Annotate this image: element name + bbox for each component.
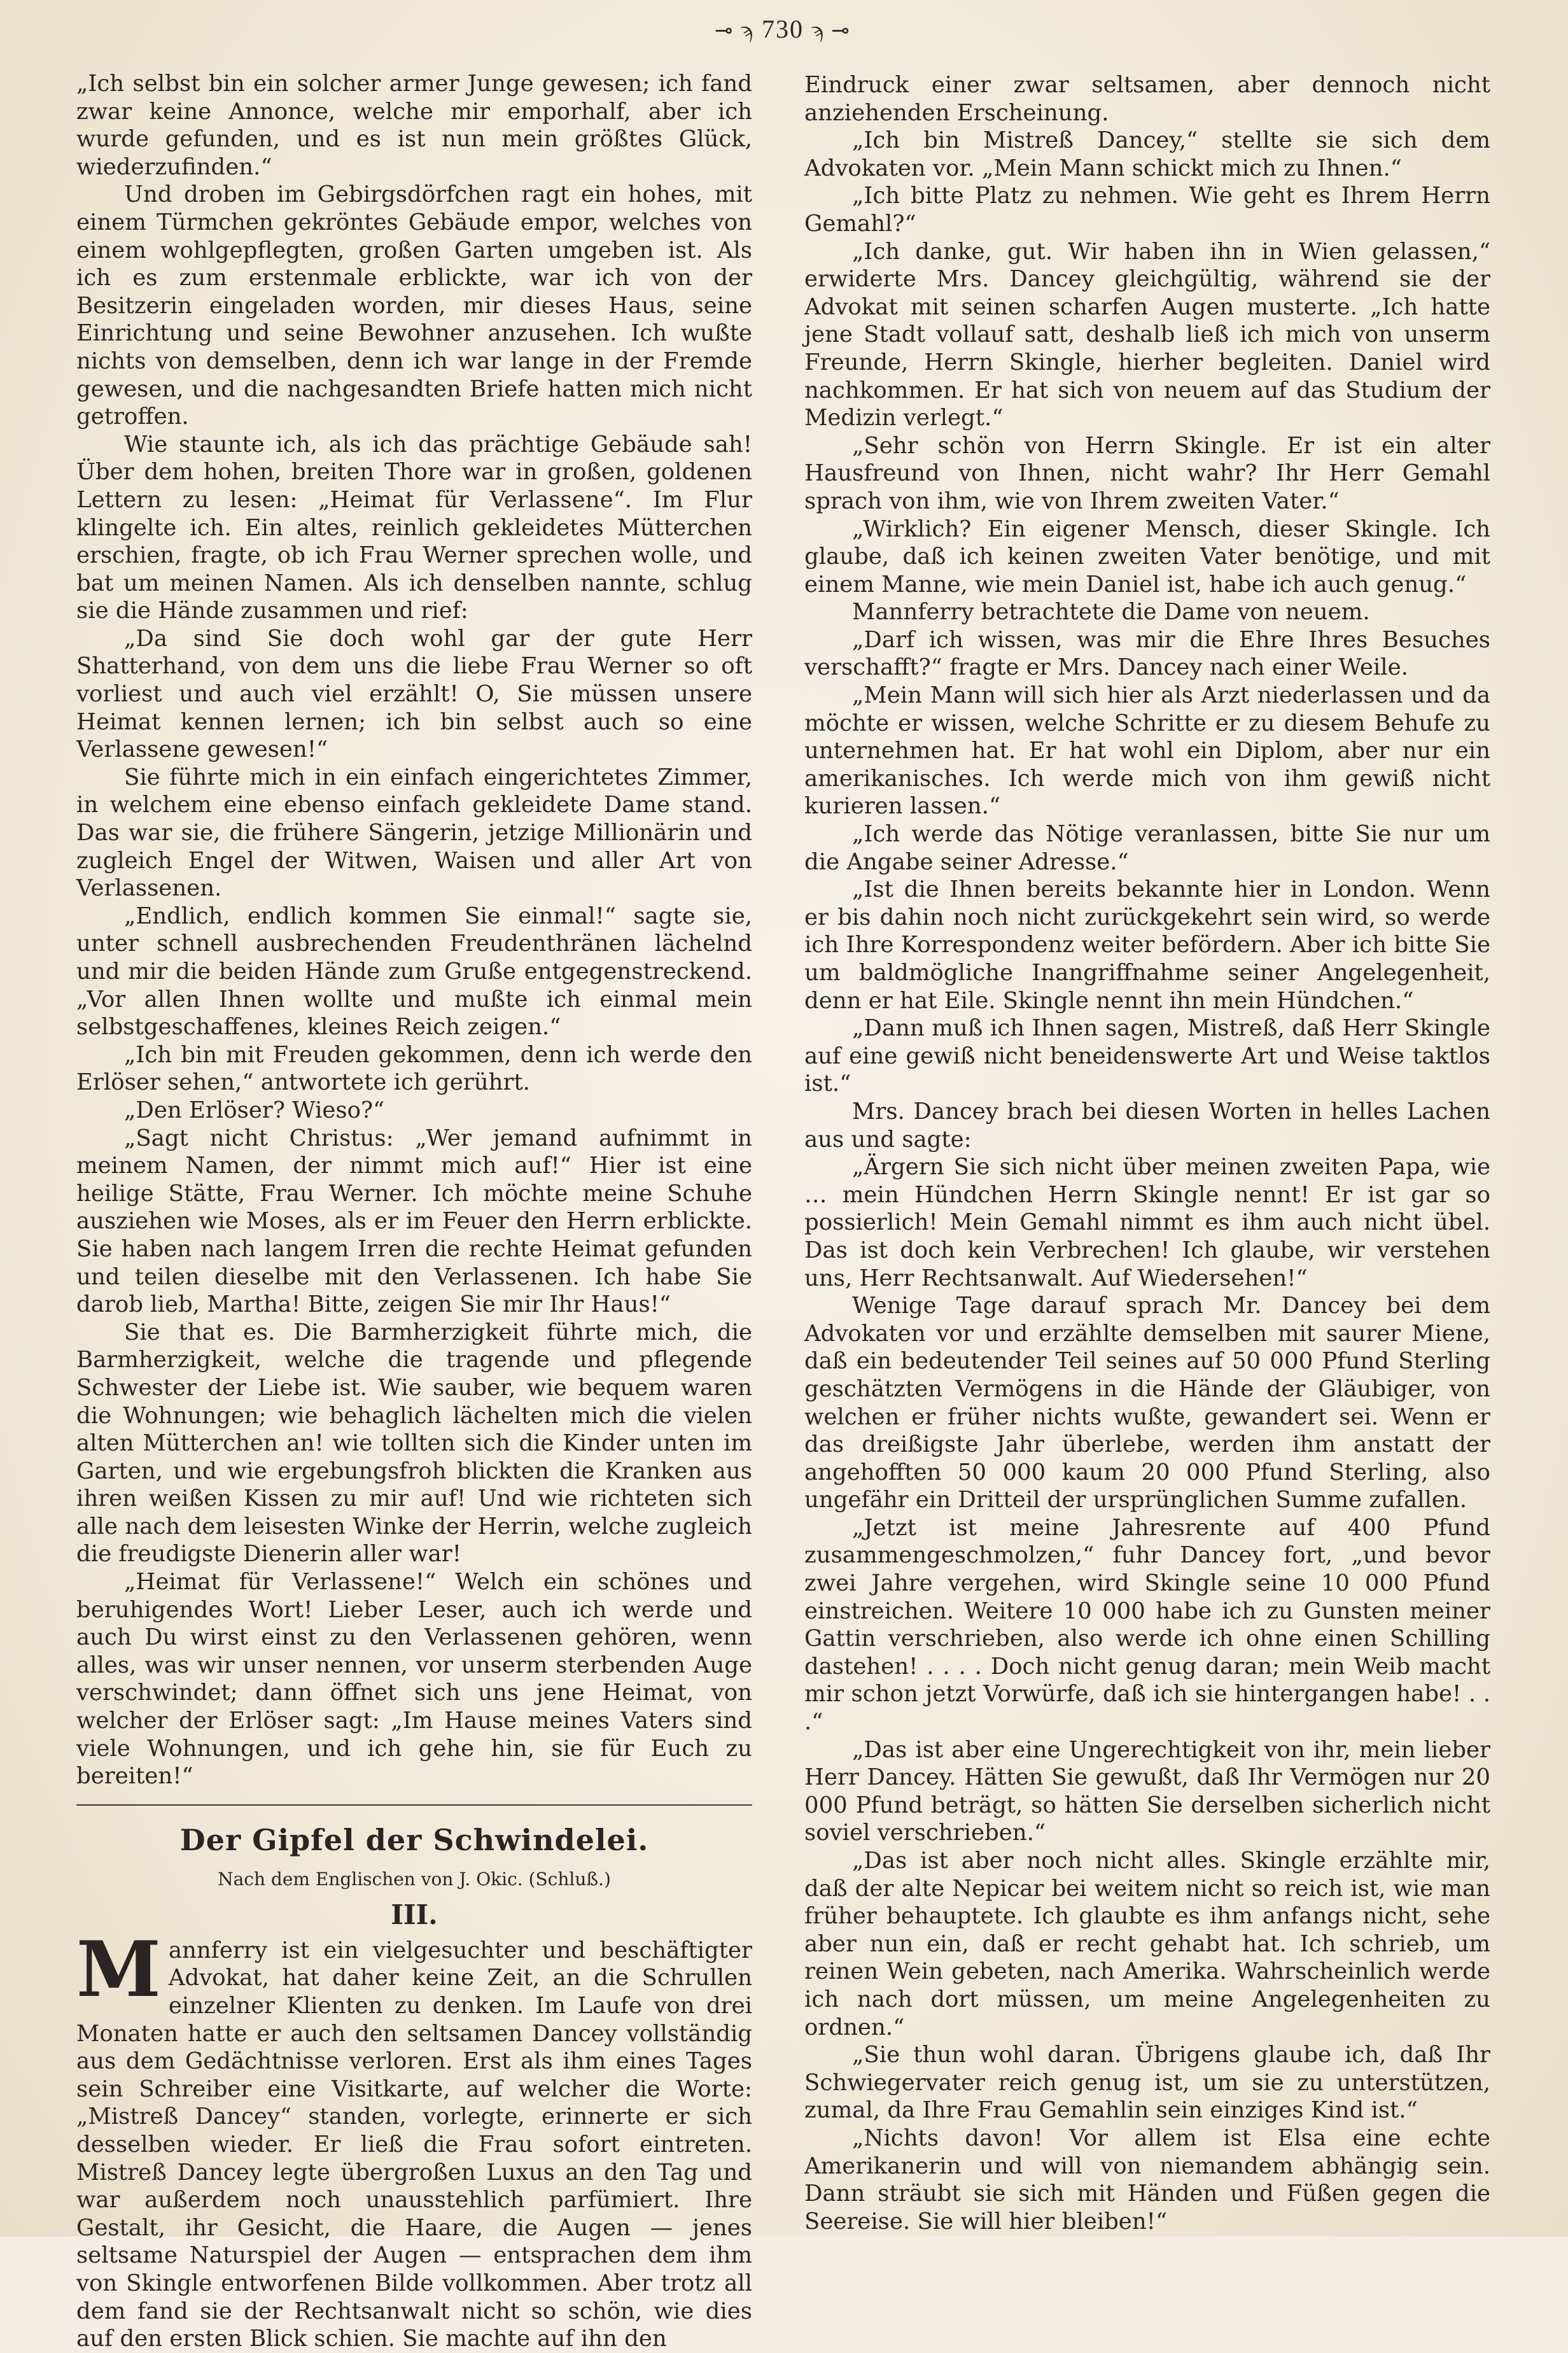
article-subtitle: Nach dem Englischen von J. Okic. (Schluß.)	[218, 1868, 611, 1890]
left-column-paragraphs	[76, 70, 752, 1790]
paragraph: „Sie thun wohl daran. Übrigens glaube ich, daß Ihr Schwiegervater reich genug ist, um sie zu unterstützen, zumal, da Ihre Frau Gemahlin sein einziges Kind ist.“	[804, 2042, 1490, 2124]
paragraph: „Nichts davon! Vor allem ist Elsa eine echte Amerikanerin und will von niemandem abhängig sein. Dann sträubt sie sich mit Händen und Füßen gegen die Seereise. Sie will hier bleiben!“	[804, 2125, 1490, 2235]
paragraph: „Ich bin Mistreß Dancey,“ stellte sie sich dem Advokaten vor. „Mein Mann schickt mich zu Ihnen.“	[804, 127, 1490, 181]
right-ornament-icon: ϡ ⊸	[811, 19, 851, 43]
paragraph: „Ich bitte Platz zu nehmen. Wie geht es Ihrem Herrn Gemahl?“	[804, 183, 1490, 237]
paragraph: „Ich danke, gut. Wir haben ihn in Wien gelassen,“ erwiderte Mrs. Dancey gleichgültig, während sie der Advokat mit seinen scharfen Augen musterte. „Ich hatte jene Stadt vollauf satt, deshalb ließ ich mich von unserm Freunde, Herrn Skingle, hierher begleiten. Daniel wird nachkommen. Er hat sich von neuem auf das Studium der Medizin verlegt.“	[804, 238, 1490, 432]
article-first-paragraph	[76, 1924, 752, 2353]
paragraph: „Sagt nicht Christus: „Wer jemand aufnimmt in meinem Namen, der nimmt mich auf!“ Hier ist eine heilige Stätte, Frau Werner. Ich möchte meine Schuhe ausziehen wie Moses, als er im Feuer den Herrn erblickte. Sie haben nach langem Irren die rechte Heimat gefunden und teilen dieselbe mit den Verlassenen. Ich habe Sie darob lieb, Martha! Bitte, zeigen Sie mir Ihr Haus!“	[76, 1125, 752, 1318]
paragraph: „Sehr schön von Herrn Skingle. Er ist ein alter Hausfreund von Ihnen, nicht wahr? Ihr Herr Gemahl sprach von ihm, wie von Ihrem zweiten Vater.“	[804, 432, 1490, 514]
paragraph: „Dann muß ich Ihnen sagen, Mistreß, daß Herr Skingle auf eine gewiß nicht beneidenswerte Art und Weise taktlos ist.“	[804, 1015, 1490, 1097]
paragraph: Mannferry betrachtete die Dame von neuem.	[852, 599, 1370, 626]
right-column-paragraphs	[804, 71, 1490, 2235]
paragraph: „Wirklich? Ein eigener Mensch, dieser Skingle. Ich glaube, daß ich keinen zweiten Vater benötige, und mit einem Manne, wie mein Daniel ist, habe ich auch genug.“	[804, 516, 1490, 598]
paragraph: Wenige Tage darauf sprach Mr. Dancey bei dem Advokaten vor und erzählte demselben mit saurer Miene, daß ein bedeutender Teil seines auf 50 000 Pfund Sterling geschätzten Vermögens in die Hände der Gläubiger, von welchen er früher nichts wußte, gewandert sei. Wenn er das dreißigste Jahr überlebe, werden ihm anstatt der angehofften 50 000 kaum 20 000 Pfund Sterling, also ungefähr ein Dritteil der ursprünglichen Summe zufallen.	[804, 1293, 1490, 1514]
article-first-paragraph-text: annferry ist ein vielgesuchter und beschäftigter Advokat, hat daher keine Zeit, an die Schrullen einzelner Klienten zu denken. Im Laufe von drei Monaten hatte er auch den seltsamen Dancey vollständig aus dem Gedächtnisse verloren. Erst als ihm eines Tages sein Schreiber eine Visitkarte, auf welcher die Worte: „Mistreß Dancey“ standen, vorlegte, erinnerte er sich desselben wieder. Er ließ die Frau sofort eintreten. Mistreß Dancey legte übergroßen Luxus an den Tag und war außerdem noch unausstehlich parfümiert. Ihre Gestalt, ihr Gesicht, die Haare, die Augen — jenes seltsame Naturspiel der Augen — entsprachen dem ihm von Skingle entworfenen Bilde vollkommen. Aber trotz all dem fand sie der Rechtsanwalt nicht so schön, wie dies auf den ersten Blick schien. Sie machte auf ihn den	[76, 1937, 752, 2352]
article-section-number: III.	[391, 1899, 438, 1930]
drop-cap: M	[76, 1924, 161, 2014]
page-header	[687, 14, 878, 44]
paragraph: „Das ist aber eine Ungerechtigkeit von ihr, mein lieber Herr Dancey. Hätten Sie gewußt, daß Ihr Vermögen nur 20 000 Pfund beträgt, so hätten Sie derselben sicherlich nicht soviel verschrieben.“	[804, 1736, 1490, 1846]
left-column	[76, 70, 752, 2353]
paragraph: Und droben im Gebirgsdörfchen ragt ein hohes, mit einem Türmchen gekröntes Gebäude empor, welches von einem wohlgepflegten, großen Garten umgeben ist. Als ich es zum erstenmale erblickte, war ich von der Besitzerin eingeladen worden, mir dieses Haus, seine Einrichtung und seine Bewohner anzusehen. Ich wußte nichts von demselben, denn ich war lange in der Fremde gewesen, und die nachgesandten Briefe hatten mich nicht getroffen.	[76, 181, 752, 430]
paragraph: „Da sind Sie doch wohl gar der gute Herr Shatterhand, von dem uns die liebe Frau Werner so oft vorliest und auch viel erzählt! O, Sie müssen unsere Heimat kennen lernen; ich bin selbst auch so eine Verlassene gewesen!“	[76, 625, 752, 763]
paragraph: „Ich bin mit Freuden gekommen, denn ich werde den Erlöser sehen,“ antwortete ich gerührt.	[76, 1041, 752, 1096]
paragraph: „Jetzt ist meine Jahresrente auf 400 Pfund zusammengeschmolzen,“ fuhr Dancey fort, „und bevor zwei Jahre vergehen, wird Skingle seine 10 000 Pfund einstreichen. Weitere 10 000 habe ich zu Gunsten meiner Gattin verschrieben, also werde ich ohne einen Schilling dastehen! . . . . Doch nicht genug daran; mein Weib macht mir schon jetzt Vorwürfe, daß ich sie hintergangen habe! . . .“	[804, 1514, 1490, 1736]
article-divider	[76, 1804, 752, 1806]
paragraph: „Ist die Ihnen bereits bekannte hier in London. Wenn er bis dahin noch nicht zurückgekehrt sein wird, so werde ich Ihre Korrespondenz weiter befördern. Aber ich bitte Sie um baldmögliche Inangriffnahme seiner Angelegenheit, denn er hat Eile. Skingle nennt ihn mein Hündchen.“	[804, 876, 1490, 1014]
page-number: 730	[762, 15, 804, 43]
paragraph: „Das ist aber noch nicht alles. Skingle erzählte mir, daß der alte Nepicar bei weitem nicht so reich ist, wie man früher behauptete. Ich glaubte es ihm anfangs nicht, sehe aber nun ein, daß er recht gehabt hat. Ich schrieb, um reinen Wein gebeten, nach Amerika. Wahrscheinlich werde ich nach dort müssen, um meine Angelegenheiten zu ordnen.“	[804, 1848, 1490, 2040]
paragraph: „Heimat für Verlassene!“ Welch ein schönes und beruhigendes Wort! Lieber Leser, auch ich werde und auch Du wirst einst zu den Verlassenen gehören, wenn alles, was wir unser nennen, vor unserm sterbenden Auge verschwindet; dann öffnet sich uns jene Heimat, von welcher der Erlöser sagt: „Im Hause meines Vaters sind viele Wohnungen, und ich gehe hin, sie für Euch zu bereiten!“	[76, 1569, 752, 1790]
right-column	[804, 71, 1490, 2235]
paragraph: „Den Erlöser? Wieso?“	[124, 1097, 385, 1123]
paragraph: „Endlich, endlich kommen Sie einmal!“ sagte sie, unter schnell ausbrechenden Freudenthränen lächelnd und mir die beiden Hände zum Gruße entgegenstreckend. „Vor allen Ihnen wollte und mußte ich einmal mein selbstgeschaffenes, kleines Reich zeigen.“	[76, 903, 752, 1041]
paragraph: Sie that es. Die Barmherzigkeit führte mich, die Barmherzigkeit, welche die tragende und pflegende Schwester der Liebe ist. Wie sauber, wie bequem waren die Wohnungen; wie behaglich lächelten mich die vielen alten Mütterchen an! wie tollten sich die Kinder unten im Garten, und wie ergebungsfroh blickten die Kranken aus ihren weißen Kissen zu mir auf! Und wie richteten sich alle nach dem leisesten Winke der Herrin, welche zugleich die freudigste Dienerin aller war!	[76, 1319, 752, 1568]
paragraph: „Ich werde das Nötige veranlassen, bitte Sie nur um die Angabe seiner Adresse.“	[804, 821, 1490, 875]
paragraph: Wie staunte ich, als ich das prächtige Gebäude sah! Über dem hohen, breiten Thore war in großen, goldenen Lettern zu lesen: „Heimat für Verlassene“. Im Flur klingelte ich. Ein altes, reinlich gekleidetes Mütterchen erschien, fragte, ob ich Frau Werner sprechen wolle, und bat um meinen Namen. Als ich denselben nannte, schlug sie die Hände zusammen und rief:	[76, 431, 752, 624]
paragraph: „Mein Mann will sich hier als Arzt niederlassen und da möchte er wissen, welche Schritte er zu diesem Behufe zu unternehmen hat. Er hat wohl ein Diplom, aber nur ein amerikanisches. Ich werde mich von ihm gewiß nicht kurieren lassen.“	[804, 682, 1490, 820]
paragraph: „Darf ich wissen, was mir die Ehre Ihres Besuches verschafft?“ fragte er Mrs. Dancey nach einer Weile.	[804, 626, 1490, 681]
paragraph: Mrs. Dancey brach bei diesen Worten in helles Lachen aus und sagte:	[804, 1098, 1490, 1153]
left-ornament-icon: ⊸ ϡ	[715, 19, 754, 43]
paragraph: „Ärgern Sie sich nicht über meinen zweiten Papa, wie … mein Hündchen Herrn Skingle nennt! Er ist gar so possierlich! Mein Gemahl nimmt es ihm auch nicht übel. Das ist doch kein Verbrechen! Ich glaube, wir verstehen uns, Herr Rechtsanwalt. Auf Wiedersehen!“	[804, 1154, 1490, 1291]
paragraph: „Ich selbst bin ein solcher armer Junge gewesen; ich fand zwar keine Annonce, welche mir emporhalf, aber ich wurde gefunden, und es ist nun mein größtes Glück, wiederzufinden.“	[76, 71, 752, 180]
paragraph: Sie führte mich in ein einfach eingerichtetes Zimmer, in welchem eine ebenso einfach gekleidete Dame stand. Das war sie, die frühere Sängerin, jetzige Millionärin und zugleich Engel der Witwen, Waisen und aller Art von Verlassenen.	[76, 764, 752, 902]
paragraph: Eindruck einer zwar seltsamen, aber dennoch nicht anziehenden Erscheinung.	[804, 72, 1490, 126]
article-title: Der Gipfel der Schwindelei.	[179, 1822, 649, 1857]
